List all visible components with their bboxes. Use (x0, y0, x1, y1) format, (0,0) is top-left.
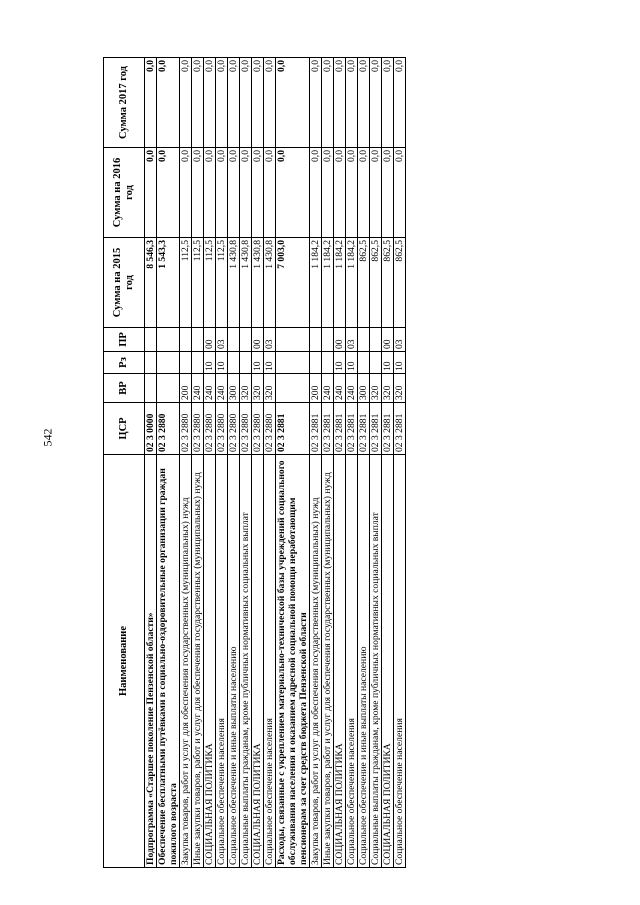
cell-pr: 03 (346, 328, 358, 352)
cell-vr (145, 374, 157, 403)
cell-name: Подпрограмма «Старшее поколение Пензенской области» (145, 455, 157, 868)
cell-csr: 02 3 2880 (228, 403, 240, 455)
cell-sum-2015: 862,5 (358, 238, 370, 328)
cell-sum-2016: 0,0 (192, 148, 204, 238)
table-header-row (104, 58, 145, 868)
cell-sum-2016: 0,0 (180, 148, 192, 238)
cell-pr (370, 328, 382, 352)
header-name: Наименование (104, 455, 145, 868)
table-body (145, 58, 406, 868)
cell-csr: 02 3 2881 (310, 403, 322, 455)
cell-sum-2015: 7 003,0 (276, 238, 310, 328)
table-row (382, 58, 394, 868)
cell-pr (180, 328, 192, 352)
cell-sum-2017: 0,0 (204, 58, 216, 148)
cell-sum-2017: 0,0 (240, 58, 252, 148)
cell-name: Иные закупки товаров, работ и услуг для обеспечения государственных (муниципальных) нужд (192, 455, 204, 868)
cell-name: Социальное обеспечение и иные выплаты населению (228, 455, 240, 868)
table-row (334, 58, 346, 868)
cell-sum-2015: 862,5 (394, 238, 406, 328)
table-row (240, 58, 252, 868)
table-row (346, 58, 358, 868)
cell-sum-2017: 0,0 (394, 58, 406, 148)
cell-sum-2017: 0,0 (310, 58, 322, 148)
cell-sum-2016: 0,0 (322, 148, 334, 238)
cell-name: Социальные выплаты гражданам, кроме публичных нормативных социальных выплат (240, 455, 252, 868)
cell-sum-2015: 862,5 (370, 238, 382, 328)
table-row (358, 58, 370, 868)
cell-sum-2015: 1 184,2 (322, 238, 334, 328)
cell-rz (310, 352, 322, 374)
cell-name: Социальное обеспечение населения (346, 455, 358, 868)
cell-name: СОЦИАЛЬНАЯ ПОЛИТИКА (252, 455, 264, 868)
cell-csr: 02 3 2881 (382, 403, 394, 455)
cell-pr: 03 (216, 328, 228, 352)
cell-sum-2017: 0,0 (252, 58, 264, 148)
cell-vr: 240 (334, 374, 346, 403)
cell-rz (322, 352, 334, 374)
cell-sum-2017: 0,0 (228, 58, 240, 148)
cell-sum-2017: 0,0 (192, 58, 204, 148)
cell-name: Социальное обеспечение и иные выплаты населению (358, 455, 370, 868)
table-row (310, 58, 322, 868)
cell-pr (310, 328, 322, 352)
cell-pr: 00 (204, 328, 216, 352)
cell-rz (240, 352, 252, 374)
cell-rz (145, 352, 157, 374)
cell-sum-2016: 0,0 (264, 148, 276, 238)
cell-sum-2015: 862,5 (382, 238, 394, 328)
cell-vr: 320 (394, 374, 406, 403)
cell-rz: 10 (264, 352, 276, 374)
cell-csr: 02 3 2881 (322, 403, 334, 455)
cell-sum-2016: 0,0 (204, 148, 216, 238)
cell-pr: 03 (264, 328, 276, 352)
cell-csr: 02 3 2880 (180, 403, 192, 455)
cell-sum-2017: 0,0 (216, 58, 228, 148)
cell-name: Иные закупки товаров, работ и услуг для обеспечения государственных (муниципальных) нужд (322, 455, 334, 868)
cell-pr (157, 328, 180, 352)
cell-sum-2016: 0,0 (157, 148, 180, 238)
cell-sum-2015: 1 430,8 (228, 238, 240, 328)
table-row (204, 58, 216, 868)
cell-sum-2015: 112,5 (216, 238, 228, 328)
cell-rz: 10 (252, 352, 264, 374)
cell-name: Обеспечение бесплатными путёвками в социально-оздоровительные организации граждан пожилого возраста (157, 455, 180, 868)
cell-vr: 240 (322, 374, 334, 403)
cell-vr: 200 (310, 374, 322, 403)
budget-table (103, 57, 406, 868)
table-row (370, 58, 382, 868)
table-row (180, 58, 192, 868)
cell-sum-2017: 0,0 (157, 58, 180, 148)
cell-rz (157, 352, 180, 374)
cell-sum-2015: 1 430,8 (264, 238, 276, 328)
cell-sum-2016: 0,0 (334, 148, 346, 238)
cell-vr: 240 (192, 374, 204, 403)
cell-vr: 320 (382, 374, 394, 403)
cell-sum-2015: 1 184,2 (334, 238, 346, 328)
cell-vr: 200 (180, 374, 192, 403)
cell-sum-2017: 0,0 (370, 58, 382, 148)
cell-rz: 10 (382, 352, 394, 374)
table-row (264, 58, 276, 868)
cell-rz (358, 352, 370, 374)
cell-rz: 10 (216, 352, 228, 374)
table-row (322, 58, 334, 868)
cell-pr (358, 328, 370, 352)
header-sum-2017: Сумма 2017 год (104, 58, 145, 148)
cell-name: Закупка товаров, работ и услуг для обеспечения государственных (муниципальных) нужд (180, 455, 192, 868)
cell-vr: 240 (216, 374, 228, 403)
cell-name: Социальное обеспечение населения (394, 455, 406, 868)
cell-name: Расходы, связанные с укреплением материально-технической базы учреждений социального обслуживания населения и оказанием адресной социальной помощи неработающим пенсионерам за счет средств бюджета Пензенской области (276, 455, 310, 868)
cell-csr: 02 3 2880 (192, 403, 204, 455)
cell-name: СОЦИАЛЬНАЯ ПОЛИТИКА (204, 455, 216, 868)
cell-csr: 02 3 2880 (157, 403, 180, 455)
cell-csr: 02 3 2880 (264, 403, 276, 455)
table-row (228, 58, 240, 868)
cell-pr: 03 (394, 328, 406, 352)
cell-sum-2017: 0,0 (346, 58, 358, 148)
header-pr: ПР (104, 328, 145, 352)
cell-rz (192, 352, 204, 374)
cell-name: Социальные выплаты гражданам, кроме публичных нормативных социальных выплат (370, 455, 382, 868)
cell-name: СОЦИАЛЬНАЯ ПОЛИТИКА (382, 455, 394, 868)
table-row (216, 58, 228, 868)
cell-sum-2016: 0,0 (394, 148, 406, 238)
cell-name: Социальное обеспечение населения (264, 455, 276, 868)
cell-rz (180, 352, 192, 374)
cell-sum-2017: 0,0 (264, 58, 276, 148)
cell-rz: 10 (394, 352, 406, 374)
cell-vr: 320 (264, 374, 276, 403)
cell-rz (228, 352, 240, 374)
cell-rz (370, 352, 382, 374)
header-sum-2016: Сумма на 2016 год (104, 148, 145, 238)
cell-sum-2017: 0,0 (276, 58, 310, 148)
cell-pr (276, 328, 310, 352)
cell-pr (228, 328, 240, 352)
table-row (394, 58, 406, 868)
header-rz: Рз (104, 352, 145, 374)
budget-table-container (103, 58, 558, 868)
cell-csr: 02 3 2881 (370, 403, 382, 455)
cell-sum-2016: 0,0 (145, 148, 157, 238)
cell-vr: 320 (240, 374, 252, 403)
cell-csr: 02 3 0000 (145, 403, 157, 455)
cell-sum-2015: 112,5 (180, 238, 192, 328)
cell-csr: 02 3 2881 (394, 403, 406, 455)
cell-pr (322, 328, 334, 352)
table-row (192, 58, 204, 868)
cell-pr: 00 (334, 328, 346, 352)
cell-vr: 300 (358, 374, 370, 403)
cell-sum-2017: 0,0 (145, 58, 157, 148)
cell-sum-2016: 0,0 (276, 148, 310, 238)
cell-name: Социальное обеспечение населения (216, 455, 228, 868)
cell-sum-2015: 112,5 (204, 238, 216, 328)
cell-vr: 300 (228, 374, 240, 403)
cell-csr: 02 3 2881 (334, 403, 346, 455)
cell-vr: 320 (370, 374, 382, 403)
cell-vr: 240 (346, 374, 358, 403)
table-row (145, 58, 157, 868)
header-sum-2015: Сумма на 2015 год (104, 238, 145, 328)
cell-sum-2015: 1 430,8 (252, 238, 264, 328)
cell-sum-2017: 0,0 (382, 58, 394, 148)
cell-sum-2017: 0,0 (322, 58, 334, 148)
cell-sum-2015: 112,5 (192, 238, 204, 328)
cell-vr: 240 (204, 374, 216, 403)
cell-sum-2016: 0,0 (346, 148, 358, 238)
cell-csr: 02 3 2880 (216, 403, 228, 455)
cell-vr: 320 (252, 374, 264, 403)
cell-name: Закупка товаров, работ и услуг для обеспечения государственных (муниципальных) нужд (310, 455, 322, 868)
cell-sum-2017: 0,0 (334, 58, 346, 148)
cell-csr: 02 3 2880 (252, 403, 264, 455)
cell-sum-2016: 0,0 (310, 148, 322, 238)
header-csr: ЦСР (104, 403, 145, 455)
table-row (276, 58, 310, 868)
cell-rz: 10 (204, 352, 216, 374)
cell-csr: 02 3 2880 (204, 403, 216, 455)
cell-sum-2017: 0,0 (180, 58, 192, 148)
header-vr: ВР (104, 374, 145, 403)
cell-csr: 02 3 2880 (240, 403, 252, 455)
cell-sum-2016: 0,0 (252, 148, 264, 238)
cell-sum-2016: 0,0 (370, 148, 382, 238)
cell-pr: 00 (382, 328, 394, 352)
cell-csr: 02 3 2881 (346, 403, 358, 455)
cell-pr: 00 (252, 328, 264, 352)
cell-pr (240, 328, 252, 352)
cell-sum-2016: 0,0 (216, 148, 228, 238)
cell-pr (192, 328, 204, 352)
table-row (252, 58, 264, 868)
cell-sum-2016: 0,0 (358, 148, 370, 238)
cell-sum-2015: 1 184,2 (310, 238, 322, 328)
cell-rz: 10 (346, 352, 358, 374)
cell-sum-2017: 0,0 (358, 58, 370, 148)
cell-name: СОЦИАЛЬНАЯ ПОЛИТИКА (334, 455, 346, 868)
cell-sum-2015: 8 546,3 (145, 238, 157, 328)
cell-sum-2015: 1 184,2 (346, 238, 358, 328)
cell-vr (276, 374, 310, 403)
cell-sum-2015: 1 430,8 (240, 238, 252, 328)
cell-sum-2016: 0,0 (228, 148, 240, 238)
cell-pr (145, 328, 157, 352)
cell-sum-2015: 1 543,3 (157, 238, 180, 328)
cell-rz: 10 (334, 352, 346, 374)
cell-sum-2016: 0,0 (382, 148, 394, 238)
cell-vr (157, 374, 180, 403)
cell-csr: 02 3 2881 (276, 403, 310, 455)
page-number: 542 (40, 428, 55, 447)
cell-rz (276, 352, 310, 374)
table-row (157, 58, 180, 868)
cell-csr: 02 3 2881 (358, 403, 370, 455)
cell-sum-2016: 0,0 (240, 148, 252, 238)
